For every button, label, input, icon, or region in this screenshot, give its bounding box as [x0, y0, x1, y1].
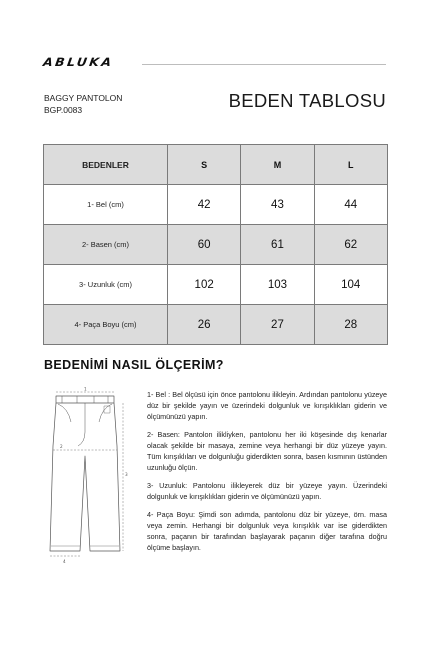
table-header-row	[44, 145, 388, 185]
table-cell: 42	[168, 185, 241, 225]
table-row-label: 3- Uzunluk (cm)	[44, 265, 168, 305]
table-cell: 43	[241, 185, 314, 225]
table-row	[44, 305, 388, 345]
table-row-label: 2- Basen (cm)	[44, 225, 168, 265]
table-header-cell: S	[168, 145, 241, 185]
instruction-waist: 1- Bel : Bel ölçüsü için önce pantolonu ilikleyin. Ardından pantolonu yüzeye düz bir şekilde yayın ve üzerindeki dolgunluk ve kırışıklıkları giderin ve ölçümünüzü yapın.	[147, 390, 387, 421]
table-header-cell: BEDENLER	[44, 145, 168, 185]
table-cell: 44	[314, 185, 387, 225]
diagram-marker-2: 2	[60, 444, 63, 449]
size-chart-table	[43, 144, 388, 345]
product-code: BGP.0083	[44, 105, 83, 115]
table-header-cell: L	[314, 145, 387, 185]
table-row-label: 1- Bel (cm)	[44, 185, 168, 225]
diagram-marker-3: 3	[125, 472, 128, 477]
diagram-marker-1: 1	[84, 386, 87, 392]
table-cell: 104	[314, 265, 387, 305]
measurement-instructions	[147, 390, 387, 561]
table-cell: 60	[168, 225, 241, 265]
table-row	[44, 225, 388, 265]
brand-logo: ABLUKA	[42, 55, 115, 69]
page-title: BEDEN TABLOSU	[228, 90, 386, 111]
table-cell: 61	[241, 225, 314, 265]
table-cell: 27	[241, 305, 314, 345]
instruction-hip: 2- Basen: Pantolon ilikliyken, pantolonu her iki köşesinde dış kenarlar olacak şekilde bir masaya, zemine veya herhangi bir düz yüzeye yayın. Tüm kırışıklıları ve dolgunluğu giderdikten sonra, basen kısmının üstünden uzunluğu ölçün.	[147, 430, 387, 472]
table-header-cell: M	[241, 145, 314, 185]
diagram-marker-4: 4	[63, 559, 66, 564]
table-row	[44, 265, 388, 305]
brand-header	[44, 56, 386, 70]
instruction-hem: 4- Paça Boyu: Şimdi son adımda, pantolonu düz bir yüzeye, örn. masa veya zemin. Herhangi bir dolgunluk veya kırışıklık var ise giderdikten sonra, paçanın bir tarafından başlayarak paçanın diğer tarafına doğru ölçüme başlayın.	[147, 510, 387, 553]
table-cell: 62	[314, 225, 387, 265]
header-divider	[142, 64, 386, 65]
product-info	[44, 92, 122, 116]
section-title-how-to-measure: BEDENİMİ NASIL ÖLÇERİM?	[44, 358, 224, 372]
table-row	[44, 185, 388, 225]
instruction-length: 3- Uzunluk: Pantolonu ilikleyerek düz bir yüzeye yayın. Üzerindeki dolgunluk ve kırışıklıkları giderin ve ölçümünüzü yapın.	[147, 481, 387, 502]
pants-measurement-diagram	[44, 386, 136, 568]
product-name: BAGGY PANTOLON	[44, 93, 123, 103]
table-cell: 102	[168, 265, 241, 305]
table-row-label: 4- Paça Boyu (cm)	[44, 305, 168, 345]
table-cell: 26	[168, 305, 241, 345]
table-cell: 28	[314, 305, 387, 345]
table-cell: 103	[241, 265, 314, 305]
